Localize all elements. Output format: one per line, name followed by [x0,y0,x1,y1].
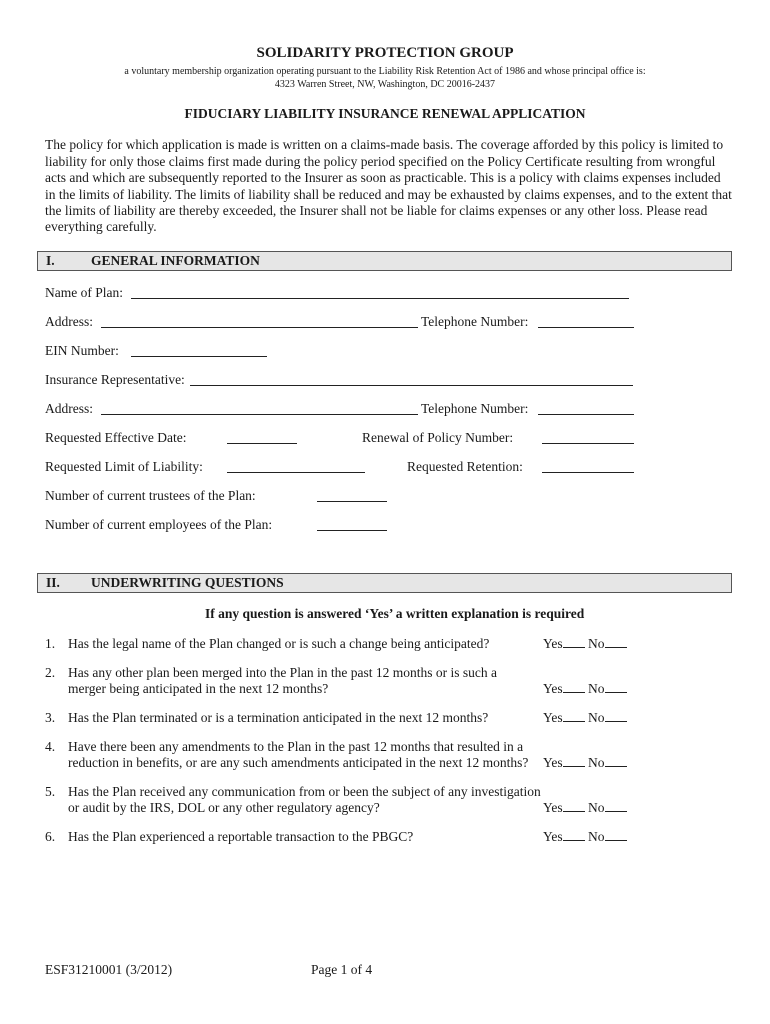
section-number: II. [46,575,60,590]
no-blank[interactable] [605,637,627,648]
org-address: 4323 Warren Street, NW, Washington, DC 20016-2437 [274,79,496,90]
question-text-cont: reduction in benefits, or are any such amendments anticipated in the next 12 months? [68,755,529,770]
question-text: Has the Plan experienced a reportable transaction to the PBGC? [68,829,414,844]
intro-line: acts and which are subsequently reported to the Insurer as soon as practicable. This is a policy with claims expenses included [45,170,721,185]
section-header-general-information [37,251,732,271]
yes-blank[interactable] [563,801,585,812]
renewal-policy-label: Renewal of Policy Number: [362,430,514,445]
intro-line: The policy for which application is made is written on a claims-made basis. The coverage afforded by this policy is limited to [45,137,724,152]
employees-field[interactable] [317,530,387,531]
question-text: Has the legal name of the Plan changed or is such a change being anticipated? [68,636,490,651]
renewal-policy-field[interactable] [542,443,634,444]
no-blank[interactable] [605,756,627,767]
limit-liability-label: Requested Limit of Liability: [45,459,203,474]
question-text: Has the Plan terminated or is a termination anticipated in the next 12 months? [68,710,489,725]
yes-no-answer[interactable] [543,681,627,697]
effective-date-field[interactable] [227,443,297,444]
question-number: 1. [45,636,56,651]
yes-no-answer[interactable] [543,636,627,652]
underwriting-instruction: If any question is answered ‘Yes’ a written explanation is required [205,606,585,621]
address-field[interactable] [101,327,418,328]
page-number: Page 1 of 4 [311,962,373,977]
ein-label: EIN Number: [45,343,119,358]
no-label: No [588,710,605,725]
rep-telephone-field[interactable] [538,414,634,415]
yes-label: Yes [543,800,563,815]
question-text: Have there been any amendments to the Plan in the past 12 months that resulted in a [68,739,524,754]
yes-label: Yes [543,636,563,651]
intro-line: the limits of liability are thereby exceeded, the Insurer shall not be liable for claims expenses or any other loss. Please read [45,203,708,218]
form-code: ESF31210001 (3/2012) [45,962,173,977]
yes-label: Yes [543,829,563,844]
intro-line: liability for only those claims first made during the policy period specified on the Policy Certificate resulting from wrongful [45,154,716,169]
yes-no-answer[interactable] [543,755,627,771]
name-of-plan-label: Name of Plan: [45,285,123,300]
yes-blank[interactable] [563,637,585,648]
form-title: FIDUCIARY LIABILITY INSURANCE RENEWAL APPLICATION [184,106,586,121]
trustees-label: Number of current trustees of the Plan: [45,488,256,503]
org-description: a voluntary membership organization operating pursuant to the Liability Risk Retention Act of 1986 and whose principal office is: [124,66,646,77]
question-text: Has any other plan been merged into the Plan in the past 12 months or is such a [68,665,498,680]
retention-label: Requested Retention: [407,459,523,474]
telephone-field[interactable] [538,327,634,328]
question-number: 3. [45,710,56,725]
no-label: No [588,800,605,815]
limit-liability-field[interactable] [227,472,365,473]
insurance-rep-field[interactable] [190,385,633,386]
yes-blank[interactable] [563,682,585,693]
name-of-plan-field[interactable] [131,298,629,299]
yes-blank[interactable] [563,711,585,722]
retention-field[interactable] [542,472,634,473]
yes-no-answer[interactable] [543,829,627,845]
intro-line: everything carefully. [45,219,157,234]
effective-date-label: Requested Effective Date: [45,430,187,445]
rep-address-label: Address: [45,401,93,416]
telephone-label: Telephone Number: [421,314,529,329]
yes-label: Yes [543,710,563,725]
employees-label: Number of current employees of the Plan: [45,517,273,532]
no-label: No [588,681,605,696]
yes-no-answer[interactable] [543,800,627,816]
no-blank[interactable] [605,682,627,693]
yes-blank[interactable] [563,830,585,841]
no-blank[interactable] [605,801,627,812]
question-number: 6. [45,829,56,844]
question-text: Has the Plan received any communication from or been the subject of any investigation [68,784,541,799]
no-blank[interactable] [605,711,627,722]
yes-label: Yes [543,681,563,696]
question-number: 2. [45,665,56,680]
insurance-rep-label: Insurance Representative: [45,372,185,387]
rep-address-field[interactable] [101,414,418,415]
ein-field[interactable] [131,356,267,357]
question-text-cont: or audit by the IRS, DOL or any other regulatory agency? [68,800,380,815]
question-number: 5. [45,784,56,799]
yes-blank[interactable] [563,756,585,767]
yes-no-answer[interactable] [543,710,627,726]
trustees-field[interactable] [317,501,387,502]
org-name: SOLIDARITY PROTECTION GROUP [256,45,514,61]
section-header-underwriting-questions [37,573,732,593]
no-label: No [588,636,605,651]
no-label: No [588,755,605,770]
section-title: GENERAL INFORMATION [91,253,260,268]
address-label: Address: [45,314,93,329]
no-blank[interactable] [605,830,627,841]
question-number: 4. [45,739,56,754]
section-title: UNDERWRITING QUESTIONS [91,575,284,590]
section-number: I. [46,253,55,268]
yes-label: Yes [543,755,563,770]
no-label: No [588,829,605,844]
rep-telephone-label: Telephone Number: [421,401,529,416]
intro-line: in the limits of liability. The limits of liability shall be reduced and may be exhausted by claims expenses, and to the extent that [45,187,732,202]
question-text-cont: merger being anticipated in the next 12 months? [68,681,329,696]
